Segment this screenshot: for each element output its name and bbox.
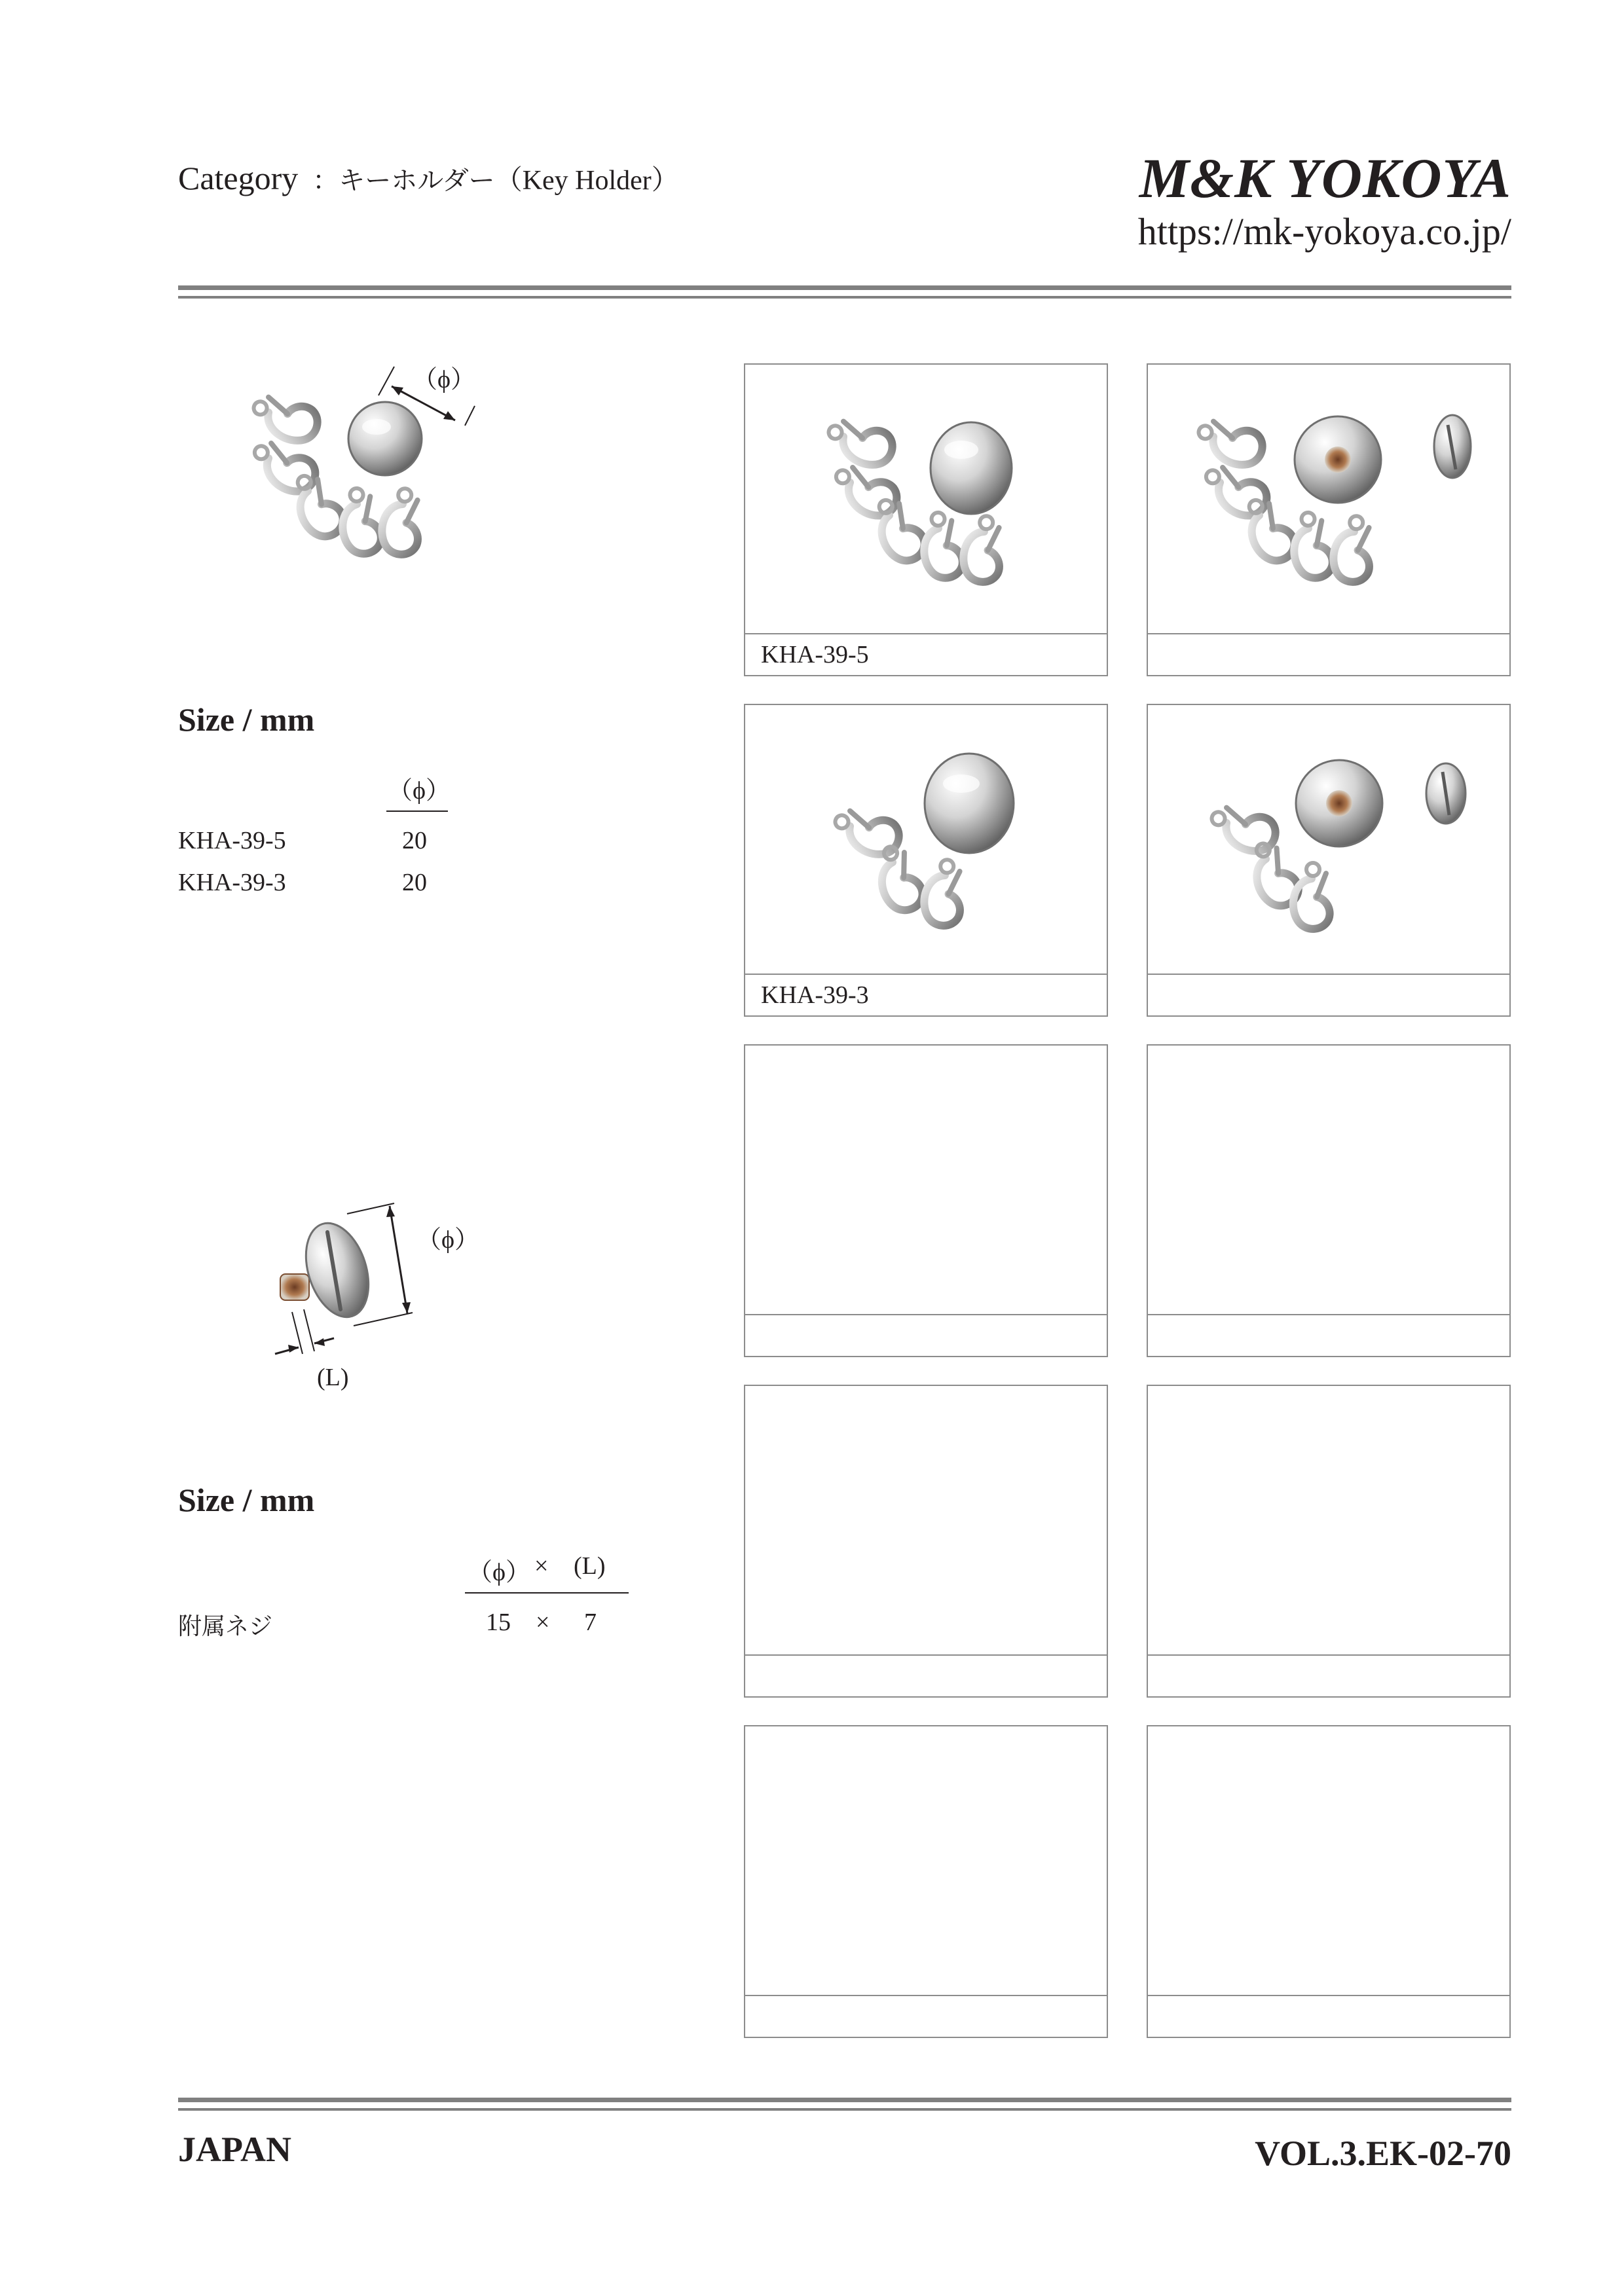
- size-row-value: 20: [402, 869, 427, 896]
- size-col-header-phi: （ϕ）: [468, 1559, 531, 1586]
- product-caption: [1148, 1654, 1509, 1696]
- screw-diagram: [262, 1185, 458, 1375]
- size-row-name: KHA-39-3: [178, 869, 286, 896]
- size-row-times: ×: [536, 1609, 550, 1636]
- product-photo: [745, 365, 1107, 634]
- header-rule-thin: [178, 296, 1511, 299]
- product-caption: [1148, 1995, 1509, 2037]
- size-row-value-l: 7: [584, 1609, 597, 1636]
- product-cell[interactable]: [1147, 1385, 1511, 1698]
- dimension-label-l: (L): [317, 1364, 349, 1391]
- product-cell[interactable]: [744, 1044, 1108, 1357]
- product-cell[interactable]: [1147, 363, 1511, 676]
- product-cell[interactable]: [744, 704, 1108, 1017]
- footer-rule-thin: [178, 2108, 1511, 2111]
- category-label: Category: [178, 160, 299, 196]
- product-caption: KHA-39-3: [745, 974, 1107, 1015]
- category-line: [178, 158, 679, 198]
- dimension-label-phi: （ϕ）: [416, 1226, 480, 1254]
- screw-illustration: [280, 1215, 380, 1325]
- product-cell[interactable]: [744, 363, 1108, 676]
- category-separator: ：: [312, 166, 339, 196]
- product-photo: [1148, 365, 1509, 634]
- brand-logo: M&K YOKOYA: [1139, 147, 1511, 210]
- product-cell[interactable]: [1147, 1725, 1511, 2038]
- size-row-value-phi: 15: [486, 1609, 511, 1636]
- dimension-arrow-phi: [390, 1206, 407, 1313]
- footer-page-code: VOL.3.EK-02-70: [1255, 2134, 1511, 2173]
- size-title-1: Size / mm: [178, 701, 315, 738]
- site-url[interactable]: https://mk-yokoya.co.jp/: [1137, 210, 1511, 253]
- product-photo: [745, 705, 1107, 975]
- footer-country: JAPAN: [178, 2130, 291, 2169]
- size-col-underline: [465, 1592, 629, 1594]
- product-cell[interactable]: [1147, 704, 1511, 1017]
- size-col-header-times: ×: [534, 1552, 549, 1580]
- category-value-en: （Key Holder）: [494, 166, 679, 196]
- product-caption: [1148, 633, 1509, 675]
- product-caption: [745, 1314, 1107, 1356]
- key-holder-illustration: [246, 390, 422, 557]
- footer-rule-thick: [178, 2098, 1511, 2102]
- product-caption: [745, 1995, 1107, 2037]
- size-row-value: 20: [402, 827, 427, 854]
- product-caption: [1148, 974, 1509, 1015]
- product-caption: [1148, 1314, 1509, 1356]
- product-caption: KHA-39-5: [745, 633, 1107, 675]
- dimension-label-phi: （ϕ）: [413, 366, 476, 393]
- category-value-jp: キーホルダー: [339, 166, 495, 196]
- size-col-underline: [386, 811, 448, 812]
- product-photo: [1148, 705, 1509, 975]
- size-col-header-l: (L): [574, 1552, 606, 1580]
- size-row-name: 附属ネジ: [178, 1613, 273, 1640]
- product-caption: [745, 1654, 1107, 1696]
- product-cell[interactable]: [1147, 1044, 1511, 1357]
- product-cell[interactable]: [744, 1385, 1108, 1698]
- product-cell[interactable]: [744, 1725, 1108, 2038]
- size-col-header-phi: （ϕ）: [388, 777, 451, 805]
- size-title-2: Size / mm: [178, 1482, 315, 1518]
- size-row-name: KHA-39-5: [178, 827, 286, 854]
- header-rule-thick: [178, 285, 1511, 290]
